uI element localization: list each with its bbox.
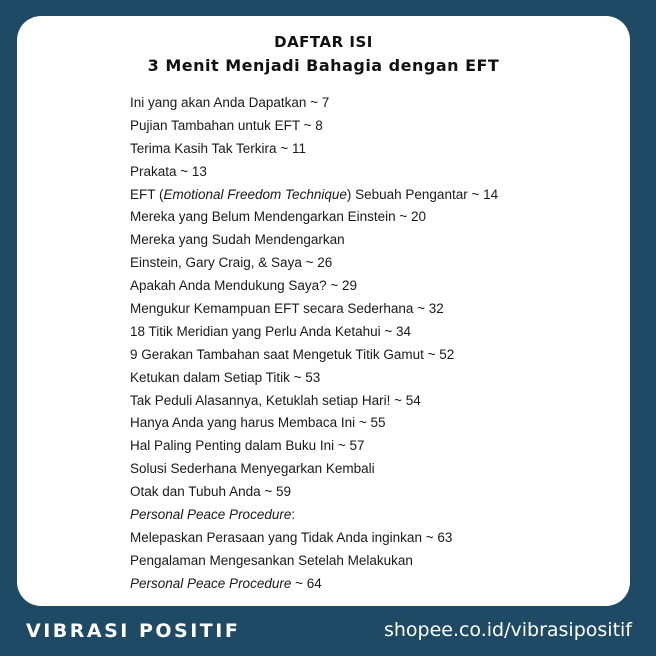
toc-entry-em: Personal Peace Procedure (130, 575, 292, 591)
toc-entry (130, 504, 498, 527)
page-title: DAFTAR ISI (274, 33, 373, 51)
table-of-contents (130, 92, 498, 596)
toc-entry (130, 481, 498, 504)
toc-entry-pre: Apakah Anda Mendukung Saya? ~ 29 (130, 278, 358, 294)
toc-entry (130, 184, 498, 207)
toc-entry-pre: Prakata ~ 13 (130, 163, 207, 179)
toc-entry (130, 367, 498, 390)
toc-entry-pre: Mereka yang Sudah Mendengarkan (130, 232, 345, 248)
toc-entry-pre: Hal Paling Penting dalam Buku Ini ~ 57 (130, 438, 365, 454)
toc-entry (130, 138, 498, 161)
toc-entry-pre: 18 Titik Meridian yang Perlu Anda Ketahui ~ 34 (130, 323, 412, 339)
toc-entry (130, 161, 498, 184)
toc-entry (130, 458, 498, 481)
toc-entry (130, 321, 498, 344)
toc-entry (130, 412, 498, 435)
toc-entry-post: : (291, 507, 296, 523)
brand-name: VIBRASI POSITIF (26, 620, 241, 642)
toc-entry-pre: Terima Kasih Tak Terkira ~ 11 (130, 140, 306, 156)
toc-entry (130, 435, 498, 458)
toc-entry-pre: Melepaskan Perasaan yang Tidak Anda inginkan ~ 63 (130, 529, 453, 545)
content-card (17, 16, 630, 606)
toc-entry (130, 390, 498, 413)
toc-entry (130, 550, 498, 573)
book-title: 3 Menit Menjadi Bahagia dengan EFT (147, 56, 500, 75)
toc-entry-pre: Mereka yang Belum Mendengarkan Einstein ~ 20 (130, 209, 427, 225)
toc-entry-pre: Ketukan dalam Setiap Titik ~ 53 (130, 369, 321, 385)
toc-entry-pre: Hanya Anda yang harus Membaca Ini ~ 55 (130, 415, 386, 431)
toc-entry (130, 229, 498, 252)
toc-entry (130, 252, 498, 275)
toc-entry-pre: Otak dan Tubuh Anda ~ 59 (130, 484, 292, 500)
shop-link[interactable]: shopee.co.id/vibrasipositif (383, 619, 632, 641)
toc-entry-pre: Mengukur Kemampuan EFT secara Sederhana ~ 32 (130, 301, 444, 317)
toc-entry-post: ) Sebuah Pengantar ~ 14 (346, 186, 499, 202)
toc-entry-em: Personal Peace Procedure (130, 507, 292, 523)
toc-entry (130, 92, 498, 115)
toc-entry (130, 527, 498, 550)
toc-entry-pre: Pengalaman Mengesankan Setelah Melakukan (130, 552, 413, 568)
toc-entry-pre: Ini yang akan Anda Dapatkan ~ 7 (130, 95, 330, 110)
toc-entry-em: Emotional Freedom Technique (163, 186, 347, 202)
toc-entry-pre: Pujian Tambahan untuk EFT ~ 8 (130, 117, 323, 133)
toc-entry-pre: 9 Gerakan Tambahan saat Mengetuk Titik Gamut ~ 52 (130, 346, 455, 362)
toc-entry-post: ~ 64 (291, 575, 322, 591)
footer-bar (0, 606, 656, 656)
toc-entry (130, 275, 498, 298)
toc-entry (130, 115, 498, 138)
toc-entry (130, 344, 498, 367)
toc-entry (130, 206, 498, 229)
toc-entry-pre: EFT ( (130, 186, 164, 202)
toc-entry-pre: Einstein, Gary Craig, & Saya ~ 26 (130, 255, 333, 271)
toc-entry (130, 573, 498, 596)
toc-entry-pre: Tak Peduli Alasannya, Ketuklah setiap Hari! ~ 54 (130, 392, 421, 408)
toc-entry-pre: Solusi Sederhana Menyegarkan Kembali (130, 461, 375, 477)
toc-entry (130, 298, 498, 321)
